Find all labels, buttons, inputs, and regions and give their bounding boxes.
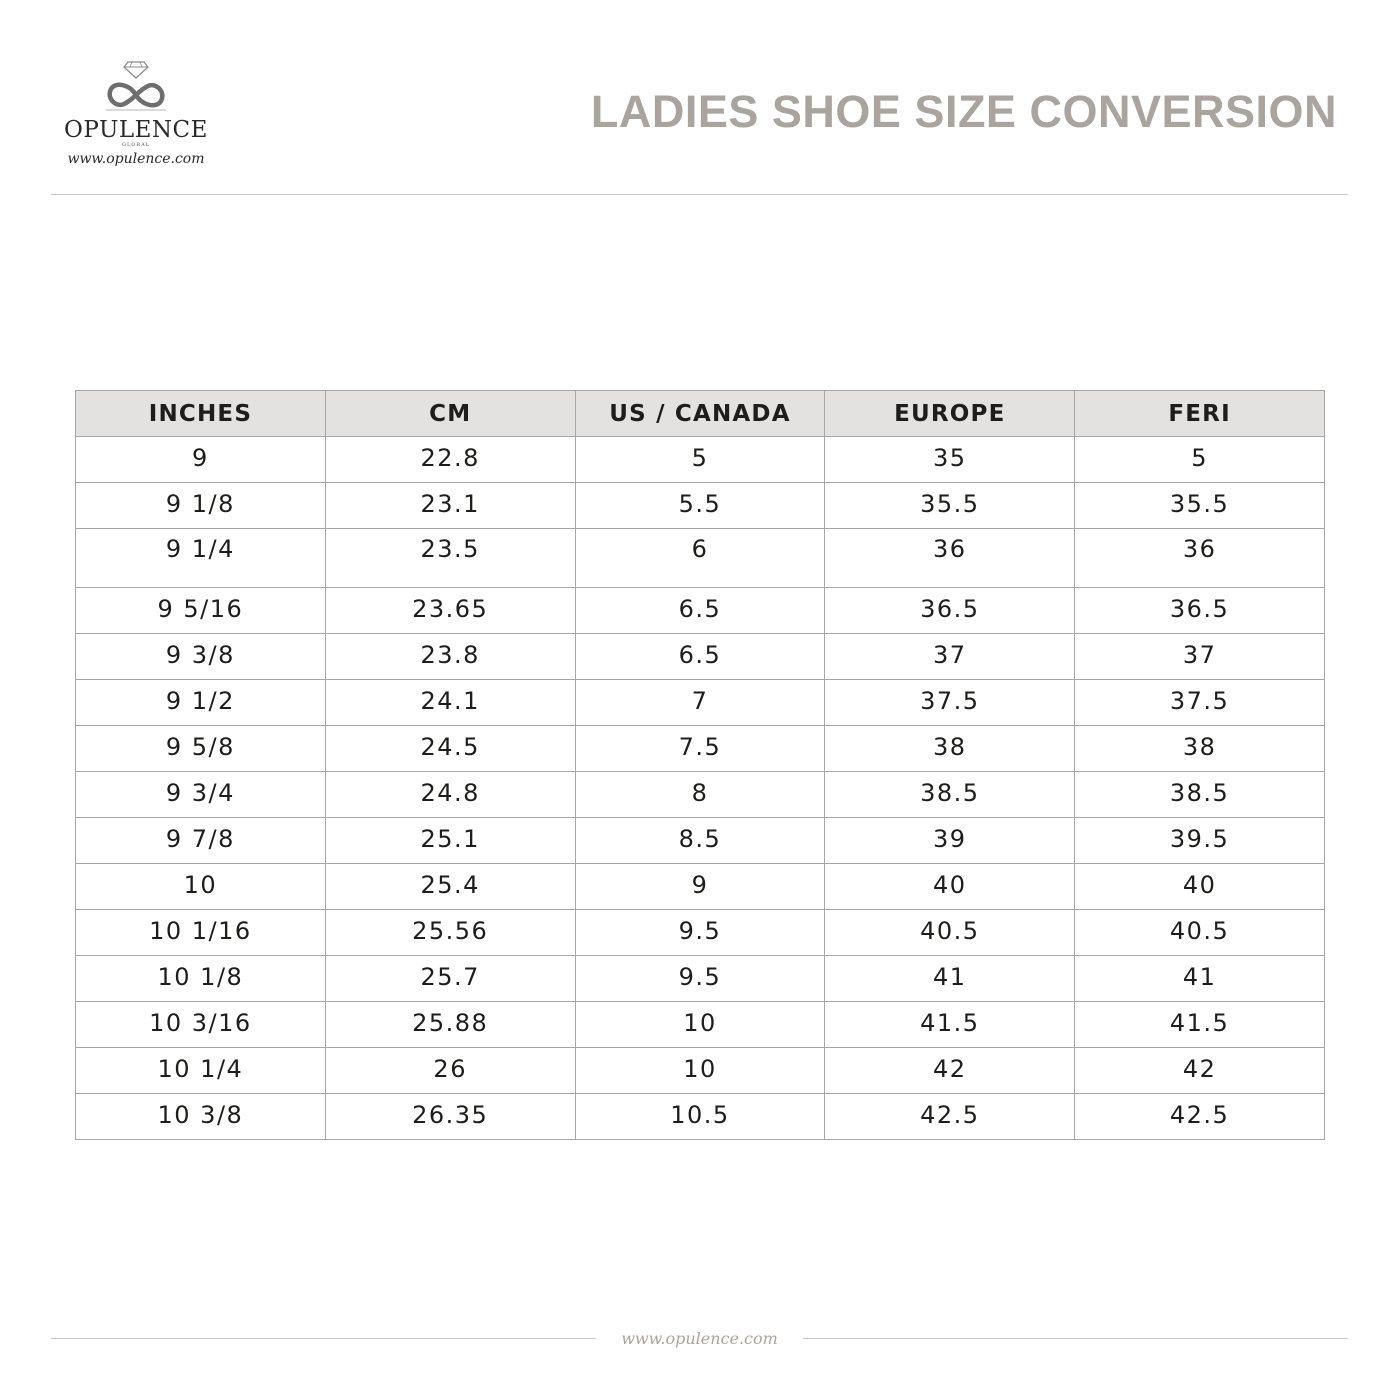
table-cell: 38 xyxy=(825,726,1075,772)
table-cell: 8.5 xyxy=(575,818,825,864)
table-row xyxy=(76,437,1325,483)
table-cell: 42.5 xyxy=(825,1094,1075,1140)
table-cell: 9 3/4 xyxy=(76,772,326,818)
column-header: US / CANADA xyxy=(575,391,825,437)
table-cell: 10 3/16 xyxy=(76,1002,326,1048)
table-cell: 22.8 xyxy=(325,437,575,483)
table-cell: 35 xyxy=(825,437,1075,483)
table-cell: 7 xyxy=(575,680,825,726)
table-cell: 42 xyxy=(825,1048,1075,1094)
table-cell: 37 xyxy=(1075,634,1325,680)
table-cell: 42.5 xyxy=(1075,1094,1325,1140)
table-cell: 36.5 xyxy=(1075,588,1325,634)
table-cell: 37 xyxy=(825,634,1075,680)
column-header: EUROPE xyxy=(825,391,1075,437)
footer xyxy=(51,1326,1348,1356)
table-cell: 6.5 xyxy=(575,634,825,680)
table-cell: 23.65 xyxy=(325,588,575,634)
table-cell: 40 xyxy=(825,864,1075,910)
table-cell: 10.5 xyxy=(575,1094,825,1140)
table-cell: 41 xyxy=(1075,956,1325,1002)
column-header: CM xyxy=(325,391,575,437)
table-cell: 10 xyxy=(575,1002,825,1048)
table-cell: 9 1/4 xyxy=(76,529,326,588)
table-cell: 24.8 xyxy=(325,772,575,818)
table-cell: 24.1 xyxy=(325,680,575,726)
table-cell: 9 xyxy=(575,864,825,910)
brand-name: OPULENCE xyxy=(64,117,208,143)
table-row xyxy=(76,634,1325,680)
table-cell: 42 xyxy=(1075,1048,1325,1094)
table-cell: 9.5 xyxy=(575,956,825,1002)
table-cell: 35.5 xyxy=(825,483,1075,529)
table-row xyxy=(76,772,1325,818)
table-header-row xyxy=(76,391,1325,437)
table-cell: 10 1/8 xyxy=(76,956,326,1002)
table-cell: 36 xyxy=(1075,529,1325,588)
infinity-diamond-icon xyxy=(100,58,172,112)
table-cell: 25.7 xyxy=(325,956,575,1002)
table-cell: 39.5 xyxy=(1075,818,1325,864)
table-cell: 8 xyxy=(575,772,825,818)
table-cell: 26 xyxy=(325,1048,575,1094)
brand-logo xyxy=(56,58,216,178)
table-cell: 25.88 xyxy=(325,1002,575,1048)
table-cell: 38 xyxy=(1075,726,1325,772)
table-body xyxy=(76,437,1325,1140)
table-cell: 9 5/16 xyxy=(76,588,326,634)
table-row xyxy=(76,1094,1325,1140)
table-cell: 40 xyxy=(1075,864,1325,910)
table-cell: 25.56 xyxy=(325,910,575,956)
table-row xyxy=(76,680,1325,726)
column-header: INCHES xyxy=(76,391,326,437)
table-cell: 23.1 xyxy=(325,483,575,529)
table-row xyxy=(76,1002,1325,1048)
column-header: FERI xyxy=(1075,391,1325,437)
table-cell: 36 xyxy=(825,529,1075,588)
table-cell: 39 xyxy=(825,818,1075,864)
table-cell: 10 1/4 xyxy=(76,1048,326,1094)
table-cell: 9 xyxy=(76,437,326,483)
table-row xyxy=(76,864,1325,910)
table-cell: 25.1 xyxy=(325,818,575,864)
page-title: LADIES SHOE SIZE CONVERSION xyxy=(590,86,1337,137)
brand-sub: GLOBAL xyxy=(121,142,151,148)
table-cell: 37.5 xyxy=(825,680,1075,726)
table-row xyxy=(76,483,1325,529)
table-cell: 26.35 xyxy=(325,1094,575,1140)
table-row xyxy=(76,588,1325,634)
footer-url: www.opulence.com xyxy=(621,1329,778,1348)
table-cell: 23.8 xyxy=(325,634,575,680)
table-cell: 9 1/8 xyxy=(76,483,326,529)
table-row xyxy=(76,1048,1325,1094)
table-cell: 9 5/8 xyxy=(76,726,326,772)
table-row xyxy=(76,529,1325,588)
table-cell: 9 3/8 xyxy=(76,634,326,680)
size-conversion-table xyxy=(75,390,1325,1140)
table-cell: 10 1/16 xyxy=(76,910,326,956)
table-cell: 5 xyxy=(1075,437,1325,483)
table-cell: 41.5 xyxy=(825,1002,1075,1048)
table-cell: 5.5 xyxy=(575,483,825,529)
table-row xyxy=(76,818,1325,864)
table-cell: 9 7/8 xyxy=(76,818,326,864)
table-row xyxy=(76,910,1325,956)
table-cell: 38.5 xyxy=(1075,772,1325,818)
table-cell: 7.5 xyxy=(575,726,825,772)
table-cell: 41 xyxy=(825,956,1075,1002)
footer-divider-right xyxy=(803,1338,1348,1339)
table-cell: 10 xyxy=(76,864,326,910)
table-cell: 6 xyxy=(575,529,825,588)
table-cell: 24.5 xyxy=(325,726,575,772)
brand-url: www.opulence.com xyxy=(67,151,205,167)
table-cell: 6.5 xyxy=(575,588,825,634)
table-cell: 40.5 xyxy=(825,910,1075,956)
table-cell: 9.5 xyxy=(575,910,825,956)
table-cell: 10 xyxy=(575,1048,825,1094)
table-cell: 38.5 xyxy=(825,772,1075,818)
table-cell: 9 1/2 xyxy=(76,680,326,726)
table-cell: 25.4 xyxy=(325,864,575,910)
table-cell: 35.5 xyxy=(1075,483,1325,529)
table-cell: 10 3/8 xyxy=(76,1094,326,1140)
table-cell: 37.5 xyxy=(1075,680,1325,726)
table-cell: 41.5 xyxy=(1075,1002,1325,1048)
table-row xyxy=(76,956,1325,1002)
table-row xyxy=(76,726,1325,772)
table-cell: 23.5 xyxy=(325,529,575,588)
table-cell: 36.5 xyxy=(825,588,1075,634)
footer-divider-left xyxy=(51,1338,596,1339)
table-cell: 5 xyxy=(575,437,825,483)
header-divider xyxy=(51,194,1348,195)
table-cell: 40.5 xyxy=(1075,910,1325,956)
